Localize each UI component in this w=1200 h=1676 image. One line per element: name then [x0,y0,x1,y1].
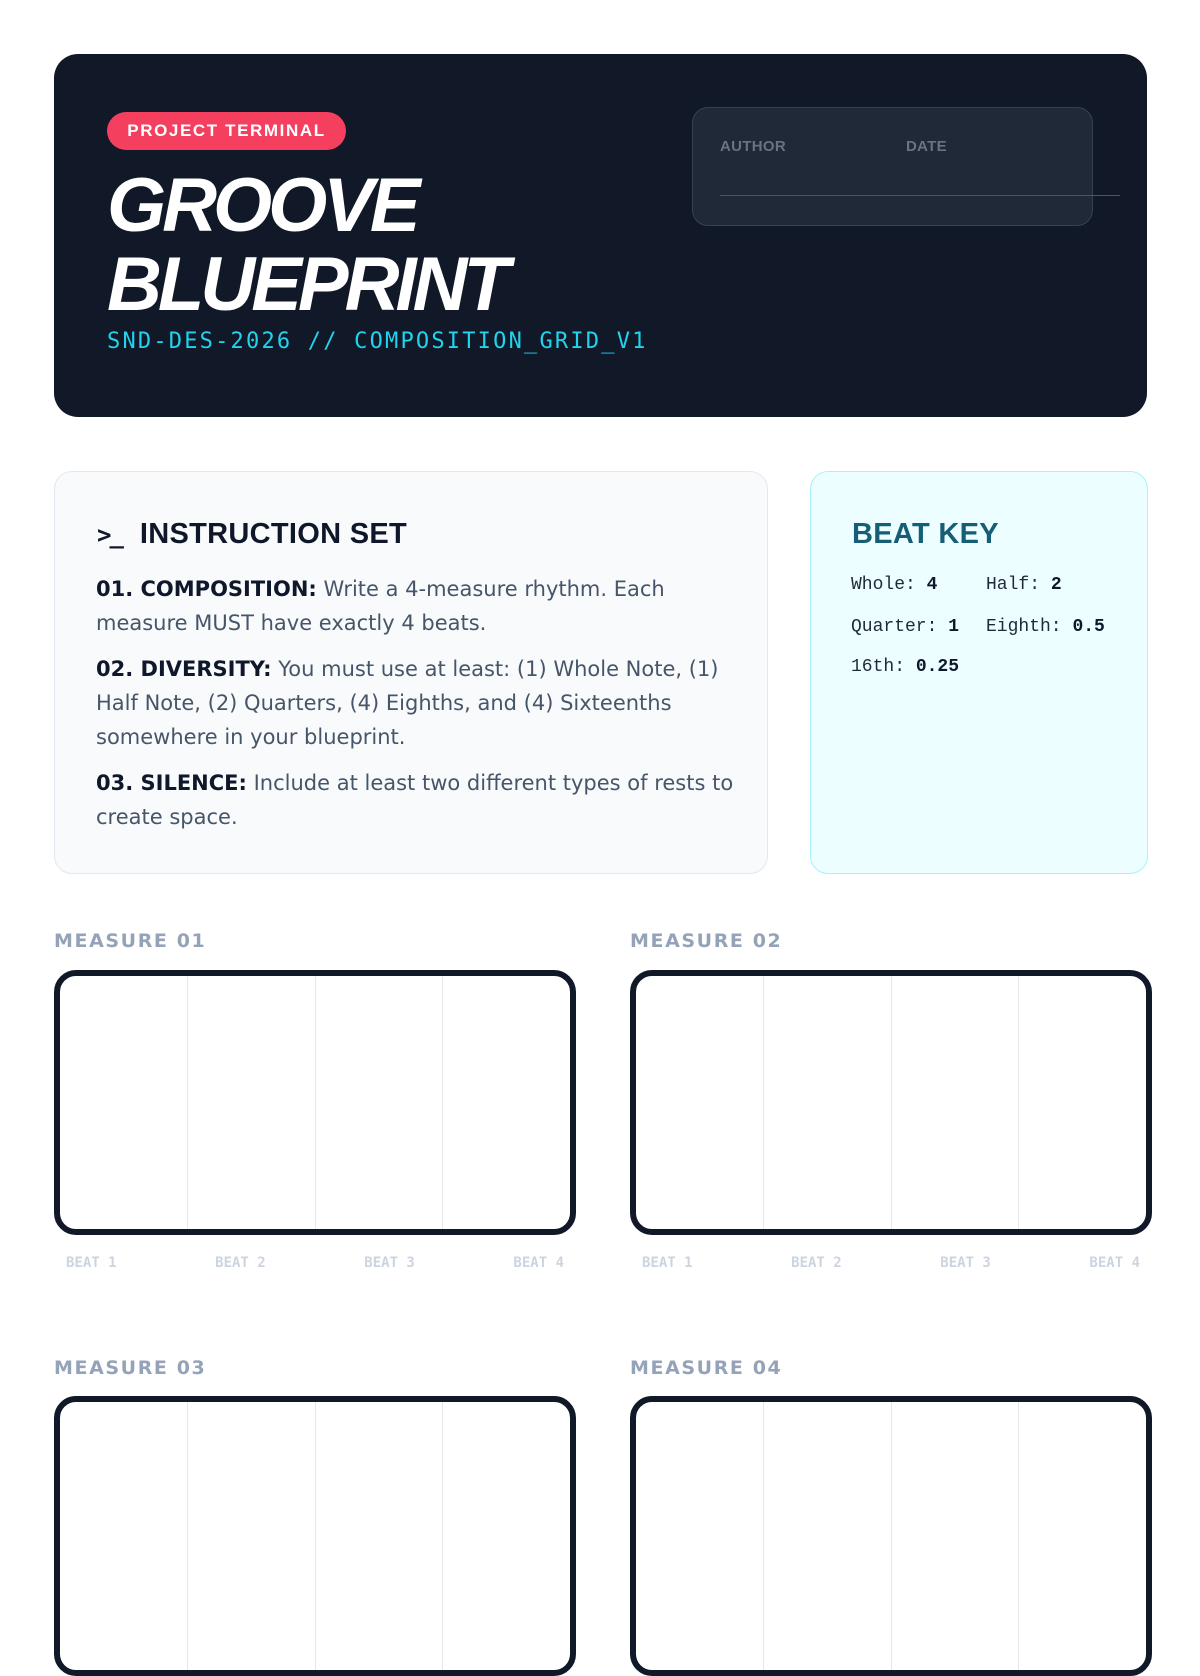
key-name: 16th: [851,657,906,677]
measure-03-grid[interactable] [54,1396,576,1676]
title-line-2: BLUEPRINT [107,242,506,327]
beat-label: BEAT 2 [215,1255,266,1271]
key-value: 0.25 [915,657,960,677]
key-value: 4 [926,575,938,595]
document-code: SND-DES-2026 // COMPOSITION_GRID_V1 [107,329,648,354]
instruction-panel [54,471,768,874]
rule-label: 01. COMPOSITION: [96,577,317,601]
beat-cell[interactable] [636,976,764,1229]
beat-cell[interactable] [636,1402,764,1670]
author-date-box [692,107,1093,226]
rule-text: You must use at least: (1) Whole Note, (1) Half Note, (2) Quarters, (4) Eighths, and (4) Sixteenths somewhere in your blueprint. [96,657,719,749]
page-title [107,163,506,327]
terminal-prompt-icon: >_ [97,520,122,549]
header-panel [54,54,1147,417]
project-badge: PROJECT TERMINAL [107,112,346,150]
key-item-quarter [851,617,959,637]
key-item-half [986,575,1062,595]
beat-cell[interactable] [60,976,188,1229]
rule-text: Write a 4-measure rhythm. Each measure MUST have exactly 4 beats. [96,577,665,635]
rule-composition [96,572,736,640]
rule-text: Include at least two different types of rests to create space. [96,771,734,829]
rule-diversity [96,652,736,754]
beat-cell[interactable] [60,1402,188,1670]
beat-key-panel [810,471,1148,874]
beat-cell[interactable] [443,976,570,1229]
key-value: 1 [948,617,960,637]
key-name: Half: [986,575,1041,595]
measure-02-label: MEASURE 02 [630,930,783,952]
rule-silence [96,766,736,834]
beat-cell[interactable] [892,976,1020,1229]
key-name: Eighth: [986,617,1062,637]
author-label: AUTHOR [720,138,786,155]
beat-label: BEAT 2 [791,1255,842,1271]
beat-cell[interactable] [188,976,316,1229]
beat-cell[interactable] [443,1402,570,1670]
beat-label: BEAT 3 [940,1255,991,1271]
date-label: DATE [906,138,947,155]
key-item-sixteenth [851,657,959,677]
rule-list [96,572,736,846]
instruction-title: INSTRUCTION SET [139,518,408,550]
beat-cell[interactable] [892,1402,1020,1670]
measure-04-grid[interactable] [630,1396,1152,1676]
beat-cell[interactable] [316,1402,444,1670]
beat-cell[interactable] [188,1402,316,1670]
measure-02-grid[interactable] [630,970,1152,1235]
measure-02-beat-labels [630,1255,1152,1271]
key-value: 2 [1050,575,1062,595]
measure-01-label: MEASURE 01 [54,930,207,952]
key-name: Quarter: [851,617,938,637]
beat-cell[interactable] [316,976,444,1229]
instruction-header [97,518,407,551]
measure-03-label: MEASURE 03 [54,1357,207,1379]
beat-cell[interactable] [764,1402,892,1670]
beat-cell[interactable] [1019,976,1146,1229]
measure-01-beat-labels [54,1255,576,1271]
rule-label: 02. DIVERSITY: [96,657,272,681]
key-item-whole [851,575,937,595]
rule-label: 03. SILENCE: [96,771,247,795]
beat-label: BEAT 1 [66,1255,117,1271]
beat-cell[interactable] [1019,1402,1146,1670]
measure-01-grid[interactable] [54,970,576,1235]
beat-key-title: BEAT KEY [852,518,999,550]
beat-label: BEAT 4 [513,1255,564,1271]
beat-cell[interactable] [764,976,892,1229]
beat-label: BEAT 3 [364,1255,415,1271]
key-name: Whole: [851,575,916,595]
title-line-1: GROOVE [107,163,417,248]
key-item-eighth [986,617,1105,637]
measure-04-label: MEASURE 04 [630,1357,783,1379]
key-value: 0.5 [1072,617,1105,637]
author-date-field[interactable] [720,195,1120,196]
beat-label: BEAT 4 [1089,1255,1140,1271]
beat-label: BEAT 1 [642,1255,693,1271]
